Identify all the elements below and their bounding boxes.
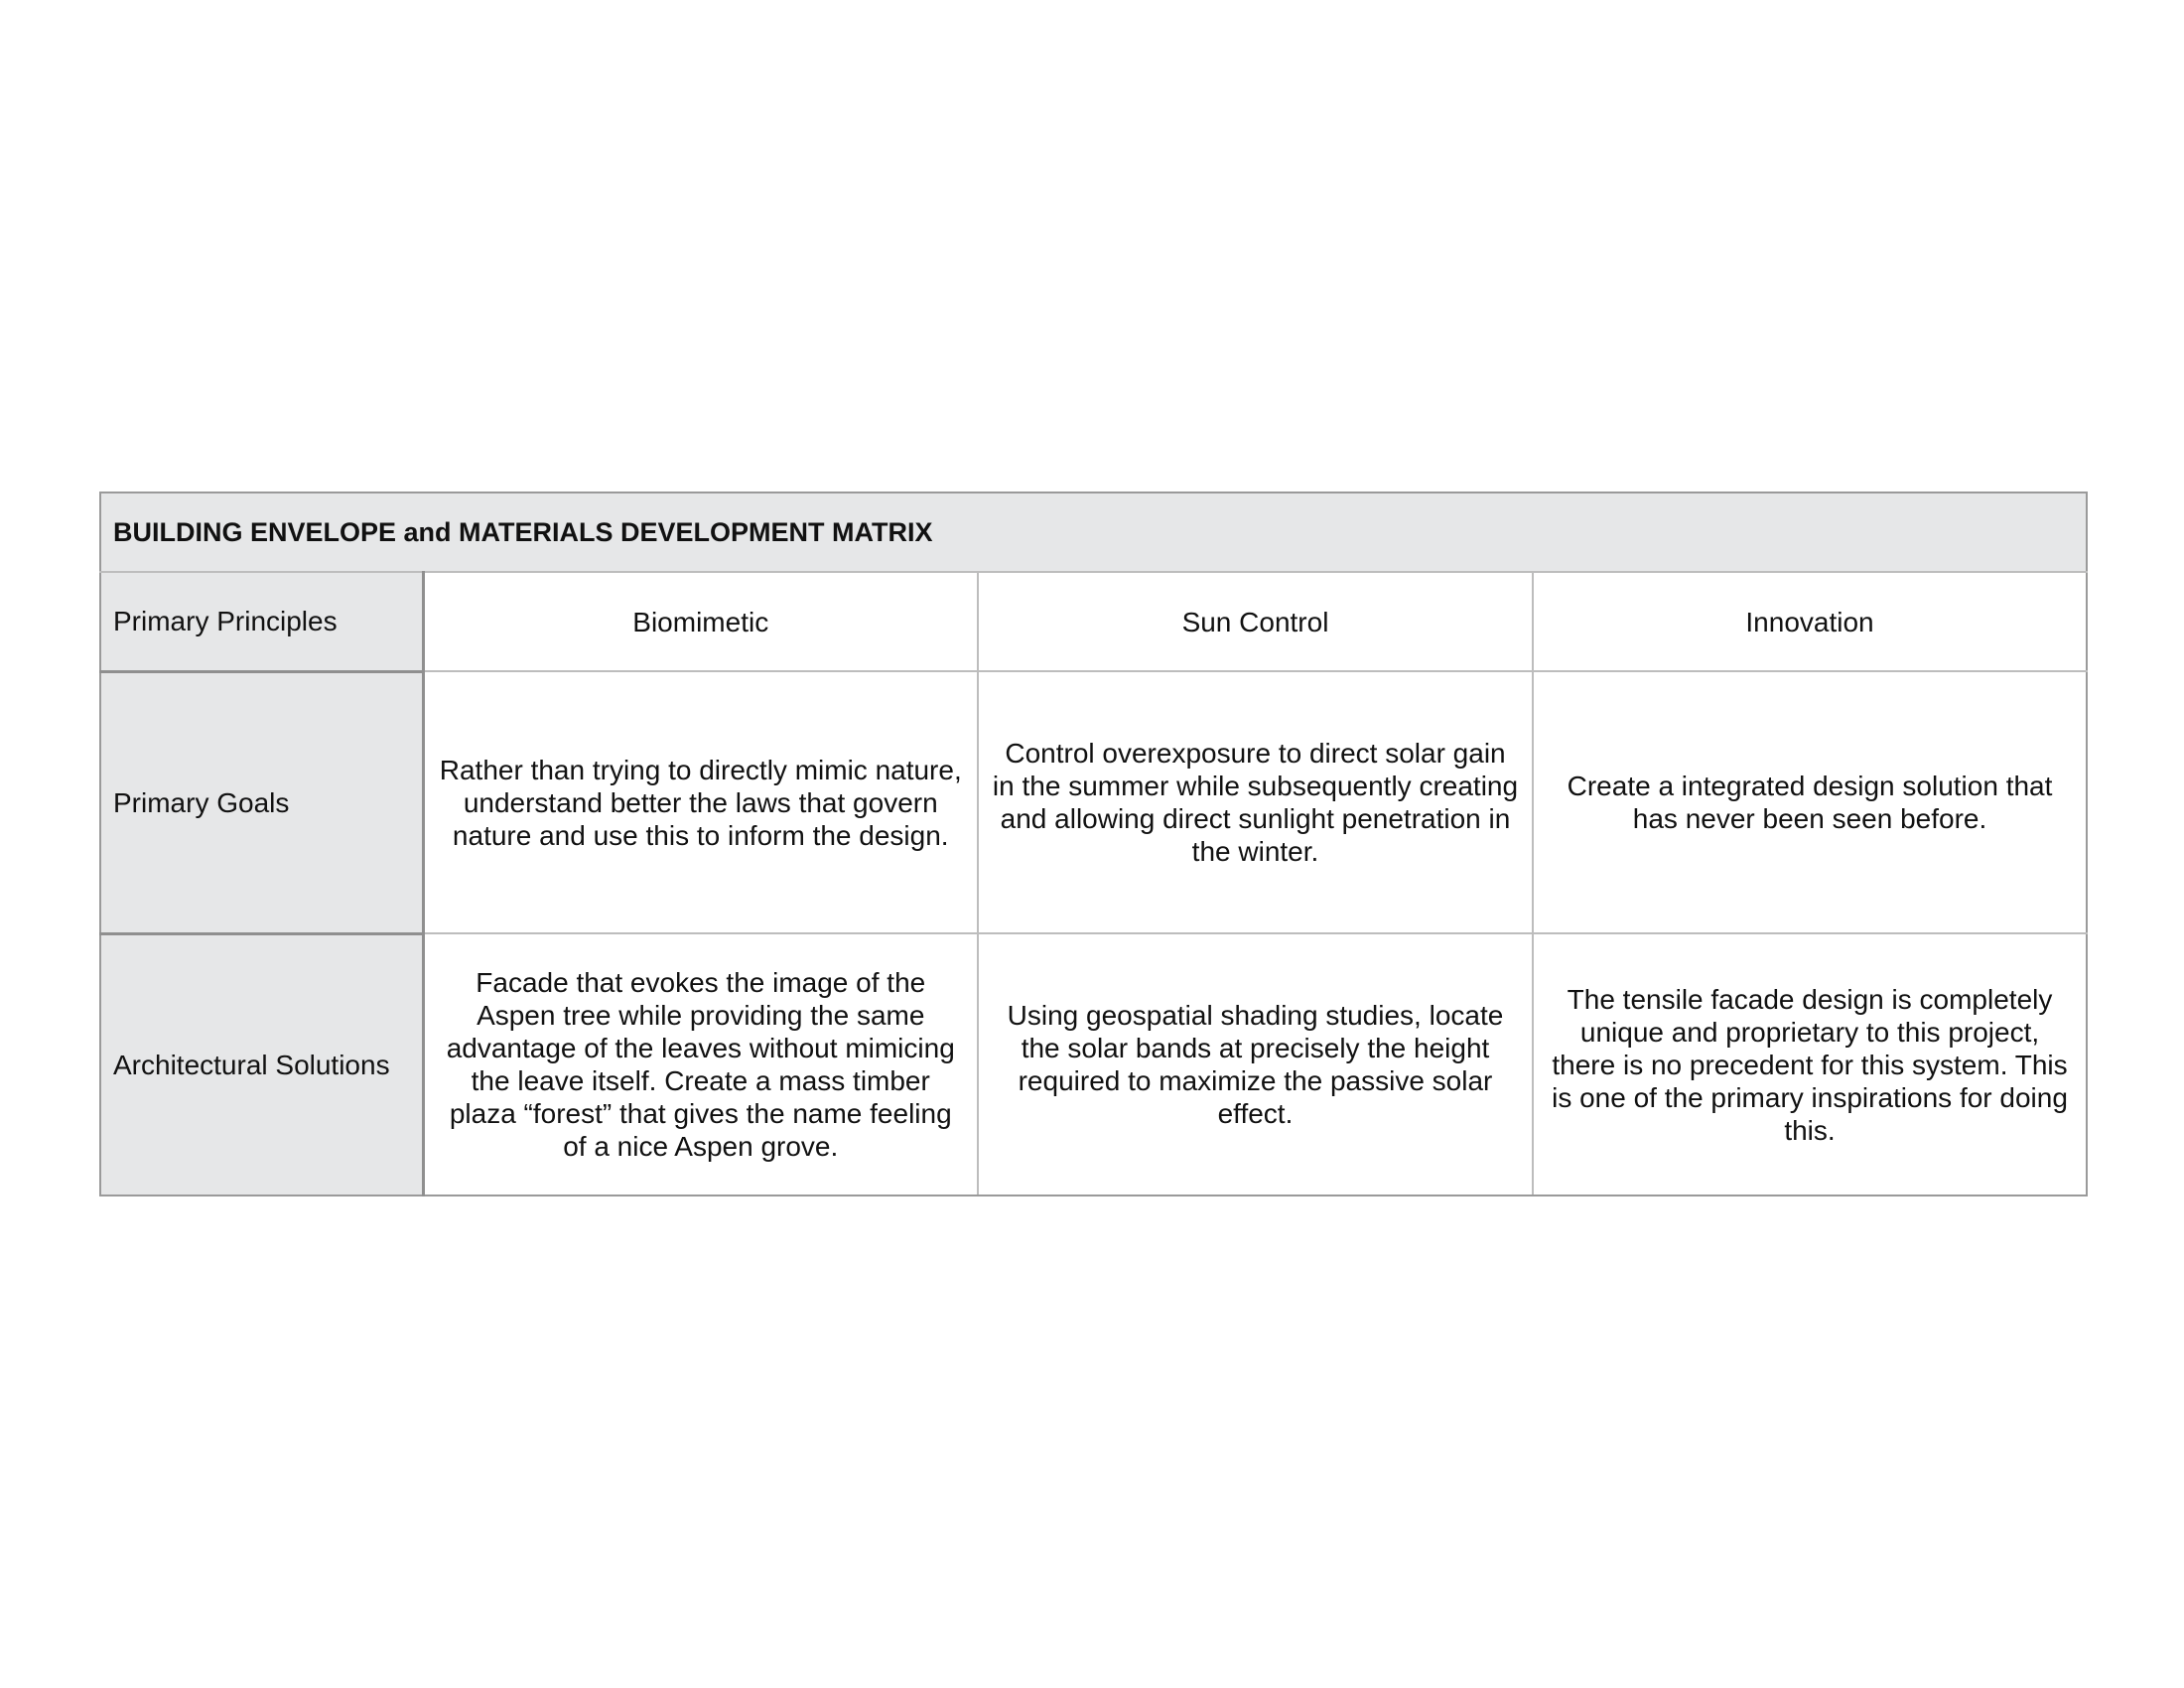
matrix-title-row xyxy=(100,492,2087,572)
goal-innovation: Create a integrated design solution that has never been seen before. xyxy=(1533,671,2087,933)
architectural-solutions-row xyxy=(100,933,2087,1196)
primary-goals-row xyxy=(100,671,2087,933)
primary-principles-row xyxy=(100,572,2087,671)
primary-principles-header: Primary Principles xyxy=(100,572,423,671)
goal-biomimetic: Rather than trying to directly mimic nature, understand better the laws that govern nature and use this to inform the design. xyxy=(423,671,978,933)
principle-sun-control: Sun Control xyxy=(978,572,1533,671)
solution-sun-control: Using geospatial shading studies, locate the solar bands at precisely the height required to maximize the passive solar effect. xyxy=(978,933,1533,1196)
solution-innovation: The tensile facade design is completely unique and proprietary to this project, there is no precedent for this system. This is one of the primary inspirations for doing this. xyxy=(1533,933,2087,1196)
primary-goals-header: Primary Goals xyxy=(100,671,423,933)
development-matrix-table xyxy=(99,492,2088,1196)
matrix-title: BUILDING ENVELOPE and MATERIALS DEVELOPMENT MATRIX xyxy=(100,492,2087,572)
principle-innovation: Innovation xyxy=(1533,572,2087,671)
goal-sun-control: Control overexposure to direct solar gain in the summer while subsequently creating and allowing direct sunlight penetration in the winter. xyxy=(978,671,1533,933)
solution-biomimetic: Facade that evokes the image of the Aspen tree while providing the same advantage of the leaves without mimicing the leave itself. Create a mass timber plaza “forest” that gives the name feeling of a nice Aspen grove. xyxy=(423,933,978,1196)
architectural-solutions-header: Architectural Solutions xyxy=(100,933,423,1196)
principle-biomimetic: Biomimetic xyxy=(423,572,978,671)
